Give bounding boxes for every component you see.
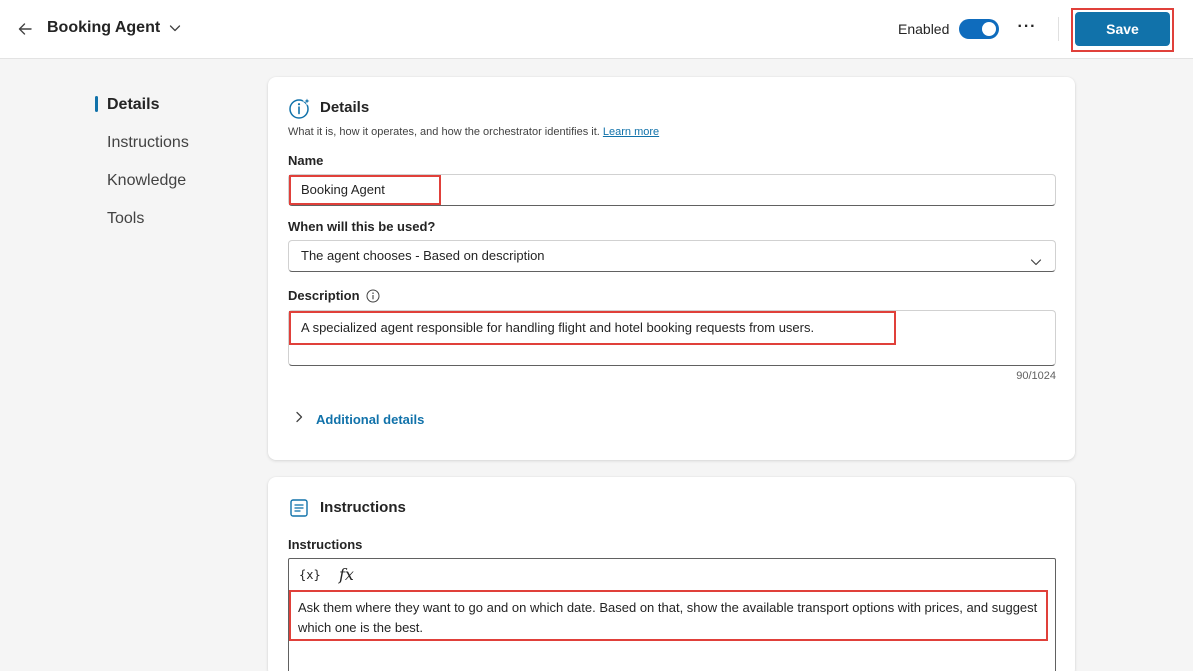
details-title: Details (320, 99, 370, 116)
when-used-value: The agent chooses - Based on description (301, 248, 545, 263)
info-sparkle-icon (288, 96, 312, 120)
name-input[interactable] (288, 174, 1056, 206)
learn-more-link[interactable]: Learn more (602, 126, 660, 138)
top-bar (0, 0, 1193, 59)
instructions-card (268, 477, 1075, 671)
description-label-row (288, 288, 380, 303)
agent-title: Booking Agent (47, 19, 161, 36)
details-subtitle-text: What it is, how it operates, and how the orchestrator identifies it. (288, 126, 600, 138)
instructions-editor[interactable] (288, 558, 1056, 671)
more-options-icon[interactable]: ··· (1017, 18, 1037, 35)
nav-item-knowledge[interactable]: Knowledge (107, 172, 187, 189)
insert-formula-button[interactable]: fx (339, 565, 354, 584)
enabled-toggle[interactable] (959, 19, 999, 39)
name-input-value: Booking Agent (301, 182, 385, 197)
save-button[interactable]: Save (1075, 12, 1170, 46)
text-lines-icon (289, 498, 309, 518)
enabled-label: Enabled (898, 21, 950, 37)
chevron-down-icon[interactable] (167, 20, 183, 36)
additional-details-expander[interactable] (292, 410, 424, 429)
chevron-right-icon (292, 410, 306, 429)
info-icon[interactable] (366, 289, 380, 303)
description-char-count: 90/1024 (1016, 370, 1056, 382)
description-textarea[interactable] (288, 310, 1056, 366)
instructions-title: Instructions (320, 499, 406, 516)
insert-variable-button[interactable]: {x} (299, 568, 321, 582)
name-label: Name (288, 153, 324, 168)
header-divider (1058, 17, 1059, 41)
description-value: A specialized agent responsible for handling flight and hotel booking requests from users. (301, 320, 815, 335)
instructions-text: Ask them where they want to go and on which date. Based on that, show the available transport options with prices, and suggest which one is the best. (298, 600, 1038, 635)
back-arrow-icon[interactable] (14, 18, 36, 40)
instructions-field-label: Instructions (288, 537, 363, 552)
when-used-select[interactable] (288, 240, 1056, 272)
additional-details-label: Additional details (316, 412, 425, 427)
nav-item-tools[interactable]: Tools (107, 210, 145, 227)
nav-item-details[interactable]: Details (107, 96, 160, 113)
details-subtitle (288, 126, 659, 138)
when-used-label: When will this be used? (288, 219, 436, 234)
nav-item-instructions[interactable]: Instructions (107, 134, 189, 151)
chevron-down-icon (1029, 250, 1043, 264)
toggle-knob (982, 22, 996, 36)
description-label: Description (288, 288, 360, 303)
details-card (268, 77, 1075, 460)
nav-active-indicator (95, 96, 98, 112)
